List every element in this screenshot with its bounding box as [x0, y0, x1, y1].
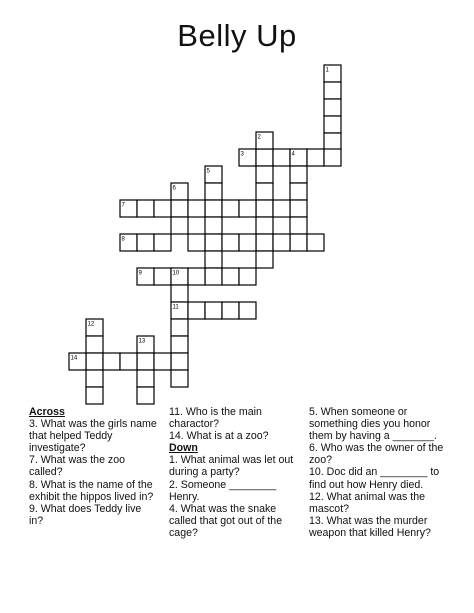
crossword-cell[interactable]	[205, 302, 222, 319]
crossword-cell[interactable]	[307, 149, 324, 166]
crossword-cell[interactable]	[239, 302, 256, 319]
crossword-cell[interactable]	[256, 166, 273, 183]
cell-number: 8	[121, 236, 125, 243]
cell-number: 2	[257, 134, 261, 141]
cell-number: 9	[138, 270, 142, 277]
crossword-cell[interactable]	[273, 200, 290, 217]
crossword-cell[interactable]	[256, 149, 273, 166]
crossword-cell[interactable]	[222, 234, 239, 251]
crossword-cell[interactable]	[324, 133, 341, 150]
clue-text: 10. Doc did an ________ to find out how Henry died.	[309, 466, 440, 491]
clue-text: 5. When someone or something dies you honor them by having a _______.	[309, 406, 437, 443]
crossword-cell[interactable]	[324, 116, 341, 133]
puzzle-title: Belly Up	[177, 18, 297, 53]
crossword-cell[interactable]	[256, 200, 273, 217]
cell-number: 12	[87, 321, 95, 328]
clue-text: 6. Who was the owner of the zoo?	[309, 442, 444, 467]
crossword-cell[interactable]	[154, 200, 171, 217]
clues-column-1	[29, 406, 157, 527]
crossword-cell[interactable]	[290, 217, 307, 234]
crossword-cell[interactable]	[290, 166, 307, 183]
crossword-cell[interactable]	[222, 268, 239, 285]
crossword-cell[interactable]	[86, 370, 103, 387]
crossword-cell[interactable]	[188, 268, 205, 285]
crossword-cell[interactable]	[137, 370, 154, 387]
crossword-cell[interactable]	[256, 217, 273, 234]
crossword-cell[interactable]	[273, 149, 290, 166]
crossword-cell[interactable]	[171, 353, 188, 370]
crossword-cell[interactable]	[205, 234, 222, 251]
crossword-cell[interactable]	[324, 99, 341, 116]
crossword-cell[interactable]	[137, 353, 154, 370]
clue-text: 11. Who is the main charactor?	[169, 406, 262, 431]
crossword-cell[interactable]	[324, 82, 341, 99]
crossword-cell[interactable]	[239, 268, 256, 285]
cell-number: 6	[172, 185, 176, 192]
clue-text: 13. What was the murder weapon that killed Henry?	[309, 514, 431, 539]
crossword-cell[interactable]	[137, 387, 154, 404]
cell-number: 7	[121, 202, 125, 209]
crossword-cell[interactable]	[86, 353, 103, 370]
clue-text: 1. What animal was let out during a party?	[169, 454, 294, 479]
clue-text: 4. What was the snake called that got out of the cage?	[169, 502, 283, 539]
crossword-cell[interactable]	[205, 268, 222, 285]
crossword-cell[interactable]	[171, 217, 188, 234]
clue-text: 9. What does Teddy live in?	[29, 502, 142, 527]
crossword-cell[interactable]	[239, 234, 256, 251]
crossword-cell[interactable]	[256, 234, 273, 251]
crossword-cell[interactable]	[290, 234, 307, 251]
crossword-cell[interactable]	[239, 200, 256, 217]
crossword-cell[interactable]	[171, 319, 188, 336]
clue-section-heading: Down	[169, 442, 198, 455]
clues-column-3	[309, 406, 444, 539]
crossword-cell[interactable]	[171, 370, 188, 387]
clue-section-heading: Across	[29, 406, 65, 418]
clue-text: 2. Someone ________ Henry.	[169, 478, 277, 503]
crossword-cell[interactable]	[222, 302, 239, 319]
crossword-cell[interactable]	[171, 336, 188, 353]
crossword-cell[interactable]	[273, 234, 290, 251]
crossword-cell[interactable]	[290, 200, 307, 217]
crossword-cell[interactable]	[154, 353, 171, 370]
crossword-cell[interactable]	[205, 251, 222, 268]
clue-text: 12. What animal was the mascot?	[309, 490, 425, 515]
crossword-cell[interactable]	[86, 387, 103, 404]
cell-number: 1	[325, 67, 329, 74]
crossword-cell[interactable]	[154, 268, 171, 285]
clue-text: 3. What was the girls name that helped Teddy investigate?	[29, 418, 157, 455]
crossword-cell[interactable]	[188, 234, 205, 251]
crossword-cell[interactable]	[137, 234, 154, 251]
crossword-cell[interactable]	[222, 200, 239, 217]
cell-number: 5	[206, 168, 210, 175]
crossword-cell[interactable]	[205, 183, 222, 200]
crossword-cell[interactable]	[307, 234, 324, 251]
crossword-cell[interactable]	[324, 149, 341, 166]
cell-number: 13	[138, 338, 146, 345]
crossword-cell[interactable]	[188, 302, 205, 319]
clue-text: 7. What was the zoo called?	[29, 454, 125, 479]
cell-number: 14	[70, 355, 78, 362]
cell-number: 10	[172, 270, 180, 277]
cell-number: 3	[240, 151, 244, 158]
cell-number: 11	[172, 304, 179, 311]
crossword-cell[interactable]	[171, 285, 188, 302]
crossword-cell[interactable]	[205, 200, 222, 217]
cell-number: 4	[291, 151, 295, 158]
crossword-cell[interactable]	[256, 251, 273, 268]
crossword-cell[interactable]	[256, 183, 273, 200]
clues-column-2	[169, 406, 301, 539]
crossword-cell[interactable]	[103, 353, 120, 370]
crossword-cell[interactable]	[205, 217, 222, 234]
crossword-cell[interactable]	[188, 200, 205, 217]
clue-text: 14. What is at a zoo?	[169, 430, 269, 443]
crossword-cell[interactable]	[120, 353, 137, 370]
clue-text: 8. What is the name of the exhibit the hippos lived in?	[29, 478, 154, 503]
crossword-cell[interactable]	[86, 336, 103, 353]
crossword-cell[interactable]	[154, 234, 171, 251]
crossword-cell[interactable]	[290, 183, 307, 200]
crossword-cell[interactable]	[137, 200, 154, 217]
crossword-cell[interactable]	[171, 200, 188, 217]
